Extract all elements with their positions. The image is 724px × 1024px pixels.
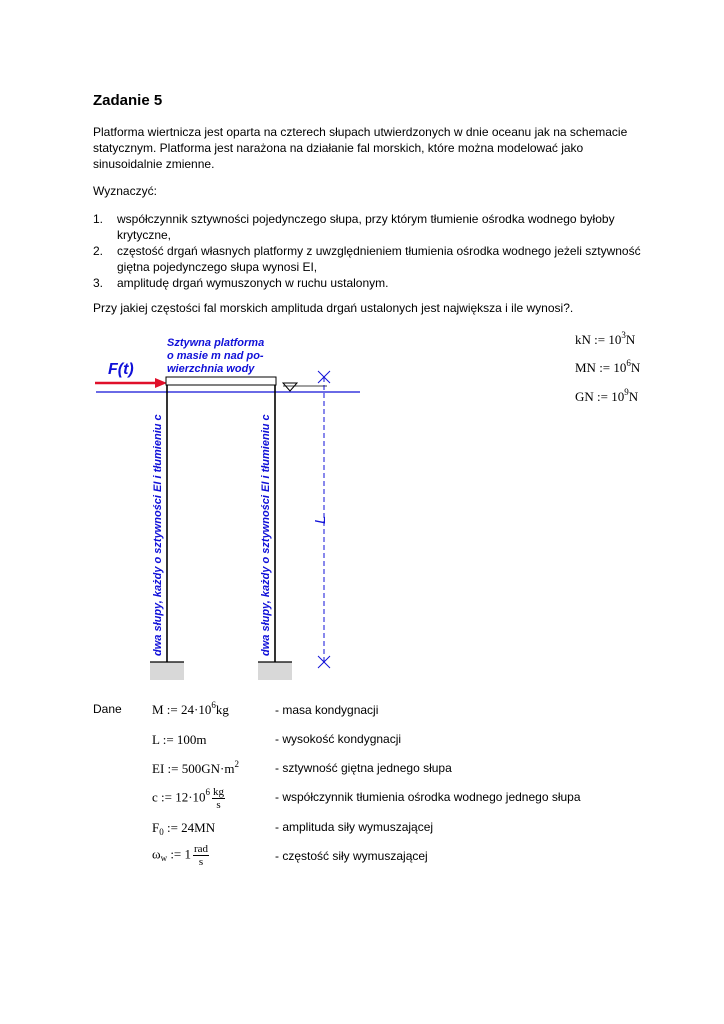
unit-mn: MN := $10^6N$ (575, 358, 641, 375)
given-mass: M := $24\cdot 10^6kg$ (152, 700, 229, 717)
platform-label: Sztywna platforma o masie m nad po- wierzchnia wody (167, 337, 265, 375)
intro-paragraph: Platforma wiertnicza jest oparta na czterech słupach utwierdzonych w dnie oceanu jak na schemacie statycznym. Platforma jest narażona na działanie fal morskich, które można modelować jako sinusoidalnie zmienne. (93, 125, 628, 171)
given-damping: c := $12\cdot 10^6$ $\frac{kg}{s}$ (152, 786, 225, 811)
list-item: 1. współczynnik sztywności pojedynczego słupa, przy którym tłumienie ośrodka wodnego byłoby krytyczne, (93, 212, 615, 242)
given-label: Dane (93, 702, 122, 716)
given-frequency: $\omega_w$ := 1 $\frac{\text{rad}}{s}$ (152, 843, 209, 868)
support-right (258, 662, 292, 680)
given-damping-desc: - współczynnik tłumienia ośrodka wodnego jednego słupa (275, 790, 581, 804)
support-left (150, 662, 184, 680)
length-label: L (312, 515, 329, 524)
platform (166, 377, 276, 385)
unit-gn: GN := $10^9N$ (575, 387, 639, 404)
given-force-amplitude-desc: - amplituda siły wymuszającej (275, 820, 434, 834)
list-item: 2. częstość drgań własnych platformy z uwzględnieniem tłumienia ośrodka wodnego jeżeli sztywność giętna pojedynczego słupa wynosi EI, (93, 244, 641, 274)
force-arrow-head (155, 378, 167, 388)
given-mass-desc: - masa kondygnacji (275, 703, 379, 717)
given-frequency-desc: - częstość siły wymuszającej (275, 849, 428, 863)
given-stiffness: EI := $500GN\cdot m^2$ (152, 759, 239, 776)
given-stiffness-desc: - sztywność giętna jednego słupa (275, 761, 452, 775)
column-label-right: dwa słupy, każdy o sztywności EI i tłumieniu c (260, 414, 272, 656)
list-item: 3. amplitudę drgań wymuszonych w ruchu ustalonym. (93, 276, 389, 290)
task-label: Wyznaczyć: (93, 184, 157, 198)
water-level-icon (283, 383, 297, 391)
column-label-left: dwa słupy, każdy o sztywności EI i tłumieniu c (152, 414, 164, 656)
given-length: L := 100m (152, 732, 207, 747)
force-label: F(t) (108, 361, 134, 378)
unit-kn: kN := $10^3N$ (575, 330, 636, 347)
page-title: Zadanie 5 (93, 92, 163, 109)
given-length-desc: - wysokość kondygnacji (275, 732, 402, 746)
question: Przy jakiej częstości fal morskich amplituda drgań ustalonych jest największa i ile wynosi?. (93, 301, 574, 315)
given-force-amplitude: $F_0$ := 24MN (152, 820, 216, 837)
